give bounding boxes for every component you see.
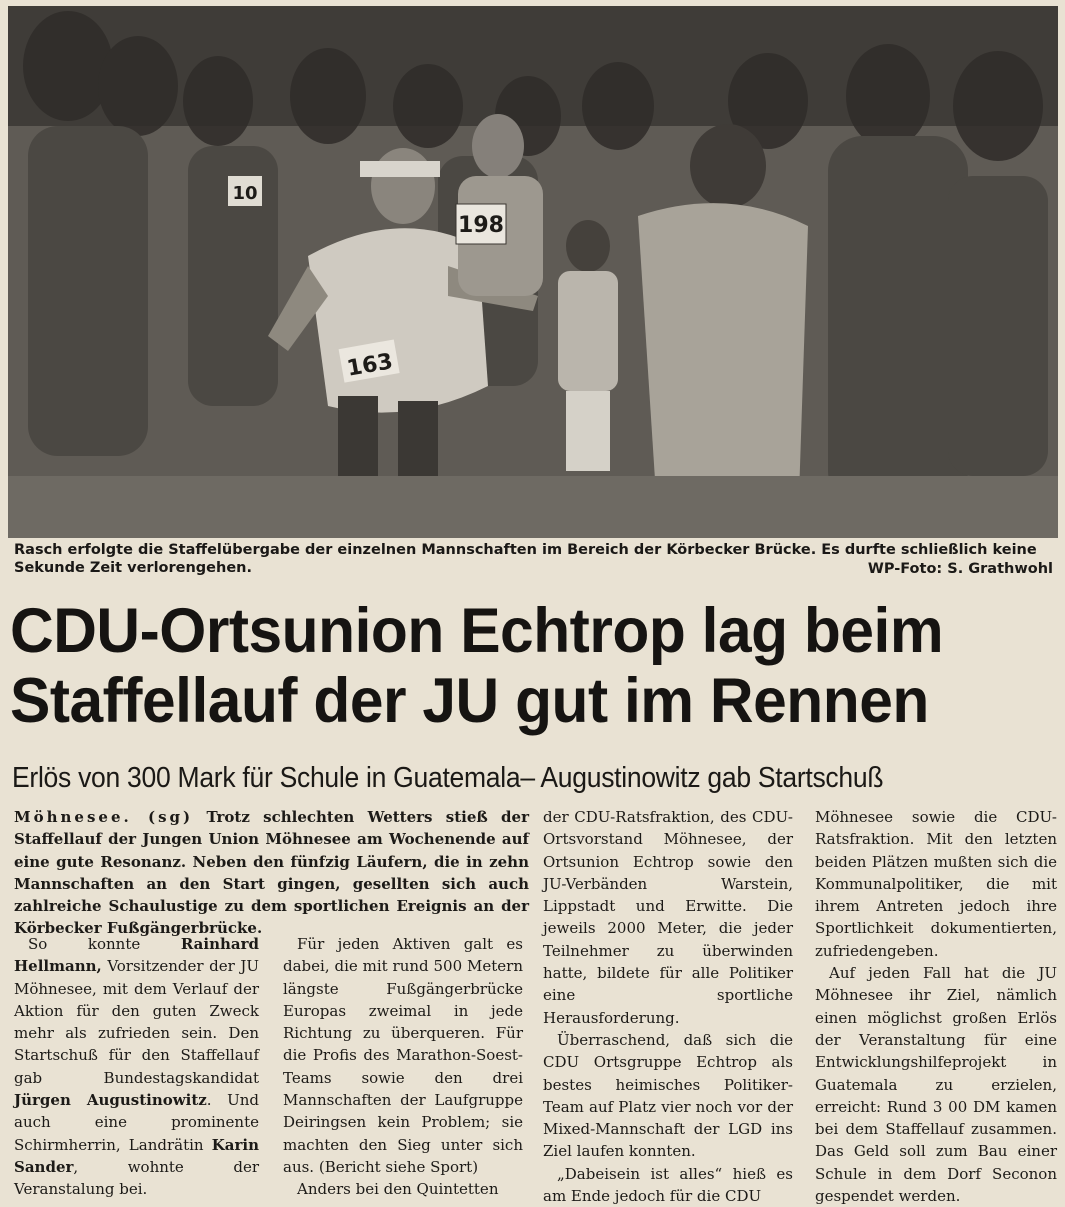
column-2 (283, 933, 523, 1201)
col1-text-mid: Vorsitzender der JU Möhnesee, mit dem Verlauf der Aktion für den guten Zweck mehr als zufrieden sein. Den Startschuß für den Staffellauf gab Bundestagskandidat (14, 957, 259, 1087)
col1-text-mid2: . Und auch eine prominente Schirmherrin, Landrätin (14, 1091, 259, 1154)
bib-number-10: 10 (232, 183, 258, 204)
article-subheadline: Erlös von 300 Mark für Schule in Guatemala– Augustinowitz gab Startschuß (12, 762, 884, 794)
relay-race-photo (8, 6, 1058, 538)
col2-paragraph-2: Anders bei den Quintetten (297, 1180, 499, 1199)
column-3 (543, 806, 793, 1207)
dateline: Möhnesee. (sg) (14, 808, 194, 826)
col1-text-end: , wohnte der Veranstalung bei. (14, 1157, 259, 1199)
name-rainhard-hellmann: Rainhard Hellmann, (14, 935, 259, 976)
headline-line-2: Staffellauf der JU gut im Rennen (10, 666, 929, 736)
col3-paragraph-3: „Dabeisein ist alles“ hieß es am Ende jedoch für die CDU (543, 1164, 793, 1206)
col1-paragraph (14, 933, 259, 1201)
col4-paragraph-1: Möhnesee sowie die CDU-Ratsfraktion. Mit den letzten beiden Plätzen mußten sich die Kommunalpolitiker, die mit ihrem Antreten jedoch ihre Sportlichkeit dokumentierten, zufriedengeben. (815, 808, 1057, 960)
name-juergen-augustinowitz: Jürgen Augustinowitz (14, 1091, 207, 1110)
column-4 (815, 806, 1057, 1207)
column-1 (14, 933, 259, 1201)
lead-text: Trotz schlechten Wetters stieß der Staffellauf der Jungen Union Möhnesee am Wochenende auf eine gute Resonanz. Neben den fünfzig Läufern, die in zehn Mannschaften an den Start gingen, gesellten sich auch zahlreiche Schaulustige zu dem sportlichen Ereignis an der Körbecker Fußgängerbrücke. (14, 808, 529, 938)
col3-paragraph-2: Überraschend, daß sich die CDU Ortsgruppe Echtrop als bestes heimisches Politiker-Team auf Platz vier noch vor der Mixed-Mannschaft der LGD ins Ziel laufen konnten. (543, 1030, 793, 1161)
bib-number-198: 198 (458, 213, 504, 238)
col2-paragraph-1: Für jeden Aktiven galt es dabei, die mit rund 500 Metern längste Fußgängerbrücke Europas zweimal in jede Richtung zu überqueren. Für die Profis des Marathon-Soest-Teams sowie den drei Mannschaften der Laufgruppe Deiringsen kein Problem; sie machten den Sieg unter sich aus. (Bericht siehe Sport) (283, 935, 523, 1176)
article-headline (10, 596, 1018, 736)
photo-caption: Rasch erfolgte die Staffelübergabe der einzelnen Mannschaften im Bereich der Körbecker Brücke. Es durfte schließlich keine Sekunde Zeit verlorengehen. (14, 542, 1037, 576)
col4-paragraph-2: Auf jeden Fall hat die JU Möhnesee ihr Ziel, nämlich einen möglichst großen Erlös der Veranstaltung für eine Entwicklungshilfeprojekt in Guatemala zu erzielen, erreicht: Rund 3 00 DM kamen bei dem Staffellauf zusammen. Das Geld soll zum Bau einer Schule in dem Dorf Seconon gespendet werden. (815, 964, 1057, 1206)
photo-illustration (8, 6, 1058, 538)
name-karin-sander: Karin Sander (14, 1135, 259, 1176)
col1-text-start: So konnte (28, 935, 141, 953)
headline-line-1: CDU-Ortsunion Echtrop lag beim (10, 596, 944, 666)
bib-number-163: 163 (345, 349, 395, 382)
lead-paragraph (14, 806, 529, 940)
col3-paragraph-1: der CDU-Ratsfraktion, des CDU-Ortsvorstand Möhnesee, der Ortsunion Echtrop sowie den JU-Verbänden Warstein, Lippstadt und Erwitte. Die jeweils 2000 Meter, die jeder Teilnehmer zu überwinden hatte, bildete für alle Politiker eine sportliche Herausforderung. (543, 808, 793, 1027)
photo-credit: WP-Foto: S. Grathwohl (867, 561, 1053, 577)
